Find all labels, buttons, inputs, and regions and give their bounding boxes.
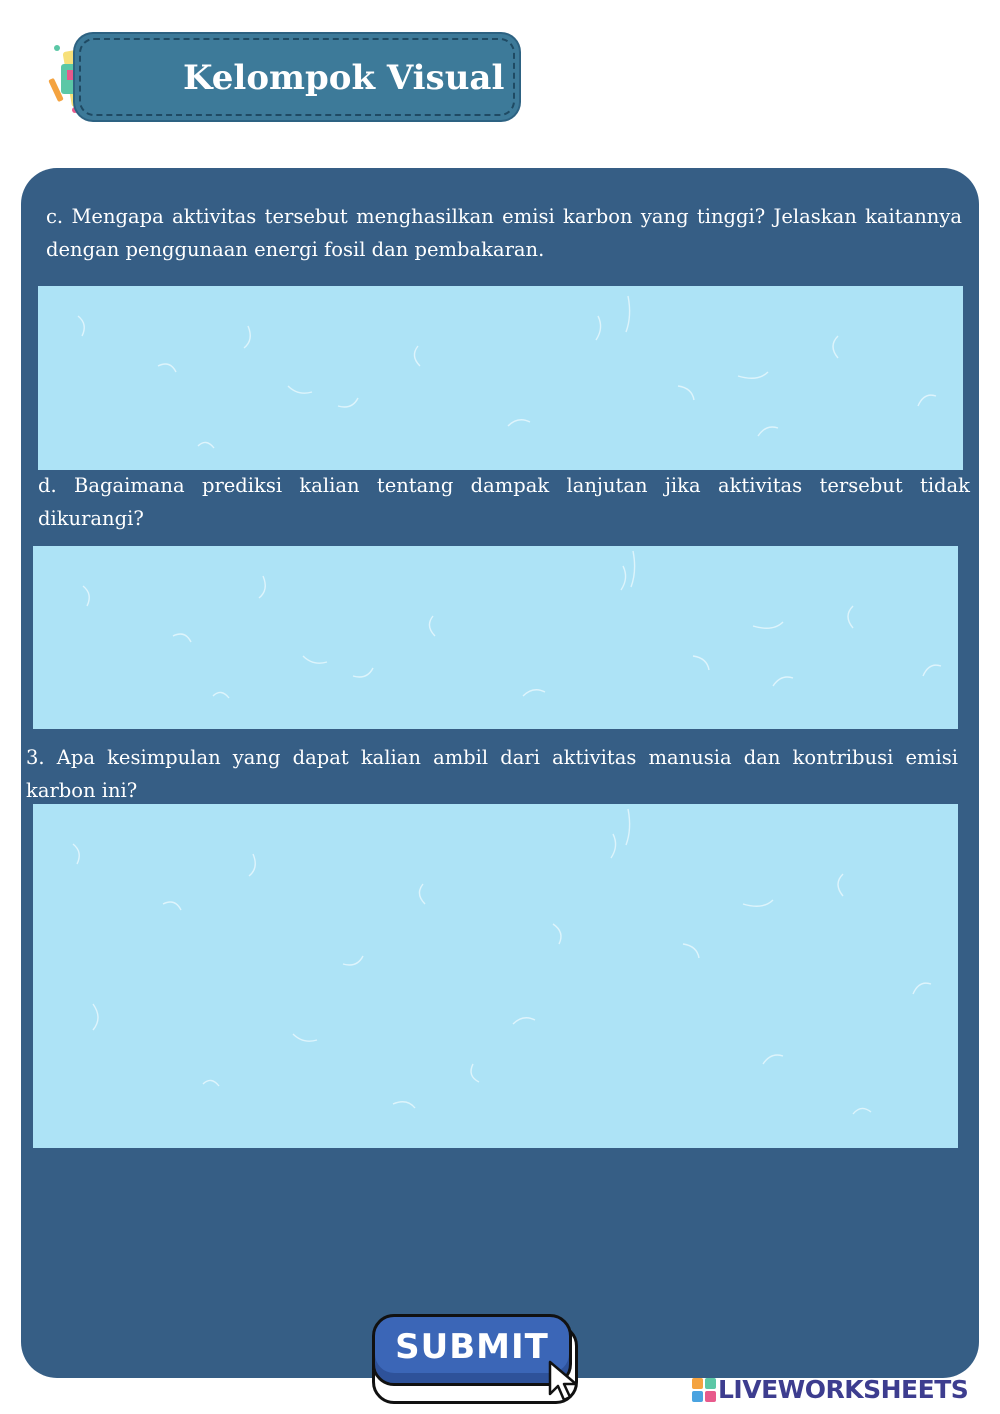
liveworksheets-logo-icon (692, 1378, 716, 1402)
question-c-text: c. Mengapa aktivitas tersebut menghasilkan emisi karbon yang tinggi? Jelaskan kaitannya dengan penggunaan energi fosil dan pembakaran. (46, 205, 962, 261)
liveworksheets-brand (692, 1372, 992, 1408)
pointer-cursor-icon (544, 1358, 584, 1406)
answer-box-c[interactable] (38, 286, 963, 470)
answer-box-3[interactable] (33, 804, 958, 1148)
answer-box-d[interactable] (33, 546, 958, 729)
page-title: Kelompok Visual (183, 58, 505, 98)
brand-name: LIVEWORKSHEETS (718, 1375, 969, 1404)
question-d-text: d. Bagaimana prediksi kalian tentang dampak lanjutan jika aktivitas tersebut tidak dikurangi? (38, 474, 970, 530)
submit-button[interactable]: SUBMIT (372, 1314, 572, 1386)
submit-area (368, 1312, 590, 1412)
header-banner (75, 34, 519, 120)
question-3-text: 3. Apa kesimpulan yang dapat kalian ambil dari aktivitas manusia dan kontribusi emisi karbon ini? (26, 746, 958, 802)
